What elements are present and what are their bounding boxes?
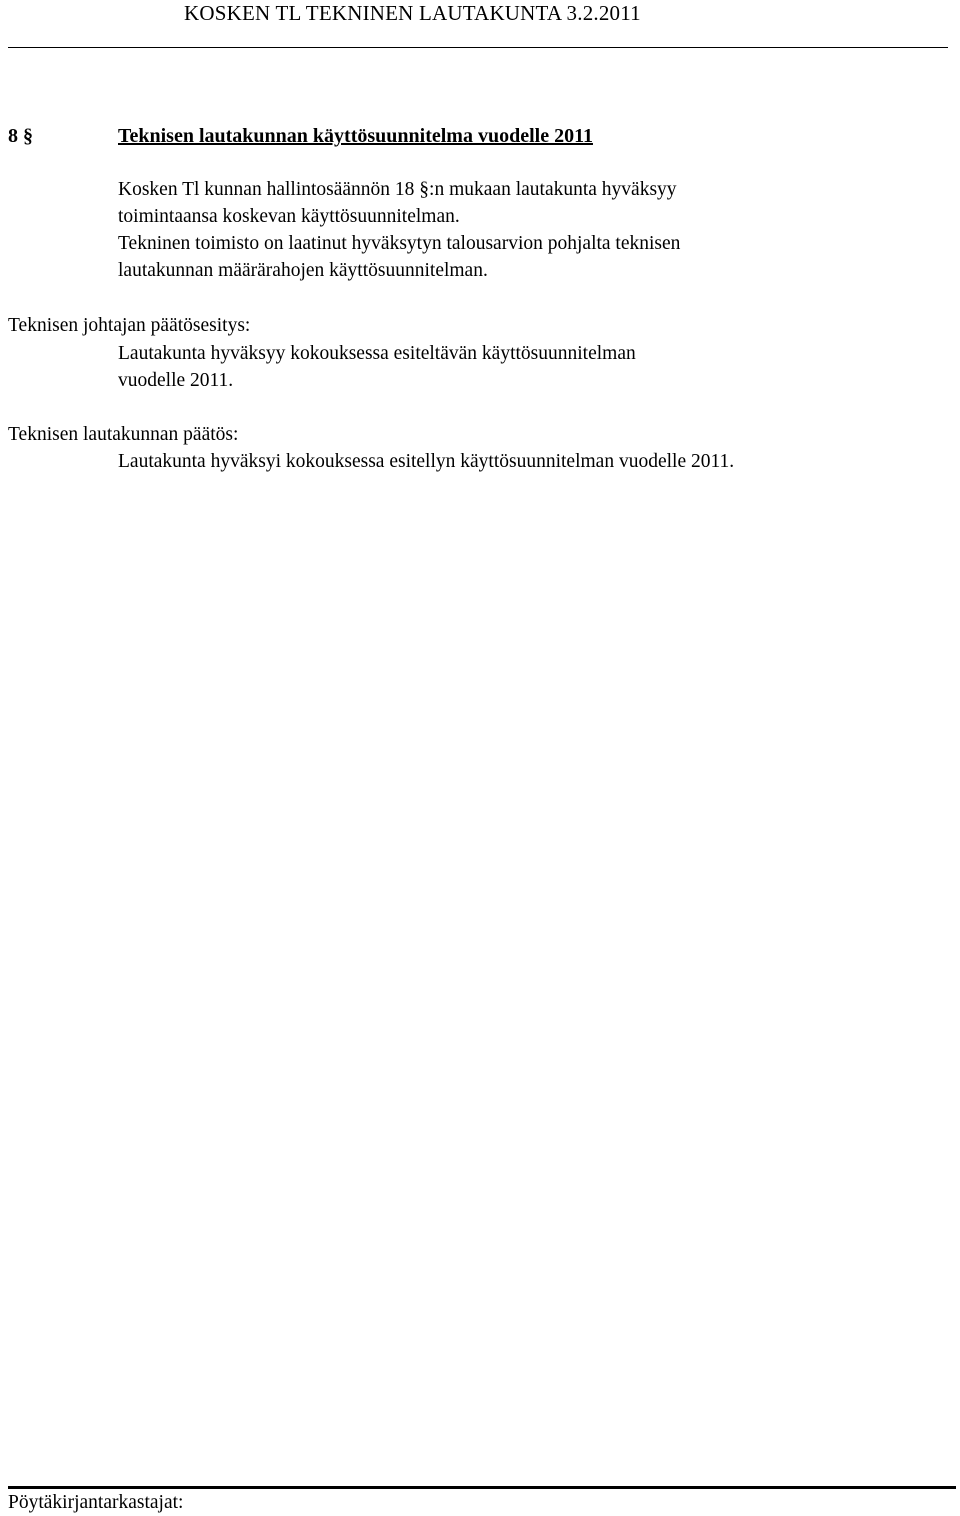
decision-label: Teknisen lautakunnan päätös: <box>8 424 239 445</box>
proposal-line: Lautakunta hyväksyy kokouksessa esiteltävän käyttösuunnitelman <box>118 343 636 364</box>
proposal-line: vuodelle 2011. <box>118 370 234 391</box>
page-header-title: KOSKEN TL TEKNINEN LAUTAKUNTA 3.2.2011 <box>184 1 641 25</box>
proposal-label: Teknisen johtajan päätösesitys: <box>8 315 251 336</box>
proposal-paragraph <box>118 340 878 394</box>
decision-paragraph <box>118 448 878 475</box>
intro-line: Tekninen toimisto on laatinut hyväksytyn talousarvion pohjalta teknisen <box>118 233 681 254</box>
header-divider <box>8 47 948 48</box>
intro-line: Kosken Tl kunnan hallintosäännön 18 §:n mukaan lautakunta hyväksyy <box>118 179 677 200</box>
section-number: 8 § <box>8 125 33 147</box>
intro-paragraph <box>118 176 878 284</box>
intro-line: lautakunnan määrärahojen käyttösuunnitelman. <box>118 260 488 281</box>
intro-line: toimintaansa koskevan käyttösuunnitelman. <box>118 206 460 227</box>
section-title: Teknisen lautakunnan käyttösuunnitelma vuodelle 2011 <box>118 125 593 147</box>
footer-label: Pöytäkirjantarkastajat: <box>8 1492 184 1513</box>
footer-divider <box>8 1486 956 1489</box>
decision-line: Lautakunta hyväksyi kokouksessa esitellyn käyttösuunnitelman vuodelle 2011. <box>118 451 735 472</box>
section-heading <box>8 123 593 149</box>
